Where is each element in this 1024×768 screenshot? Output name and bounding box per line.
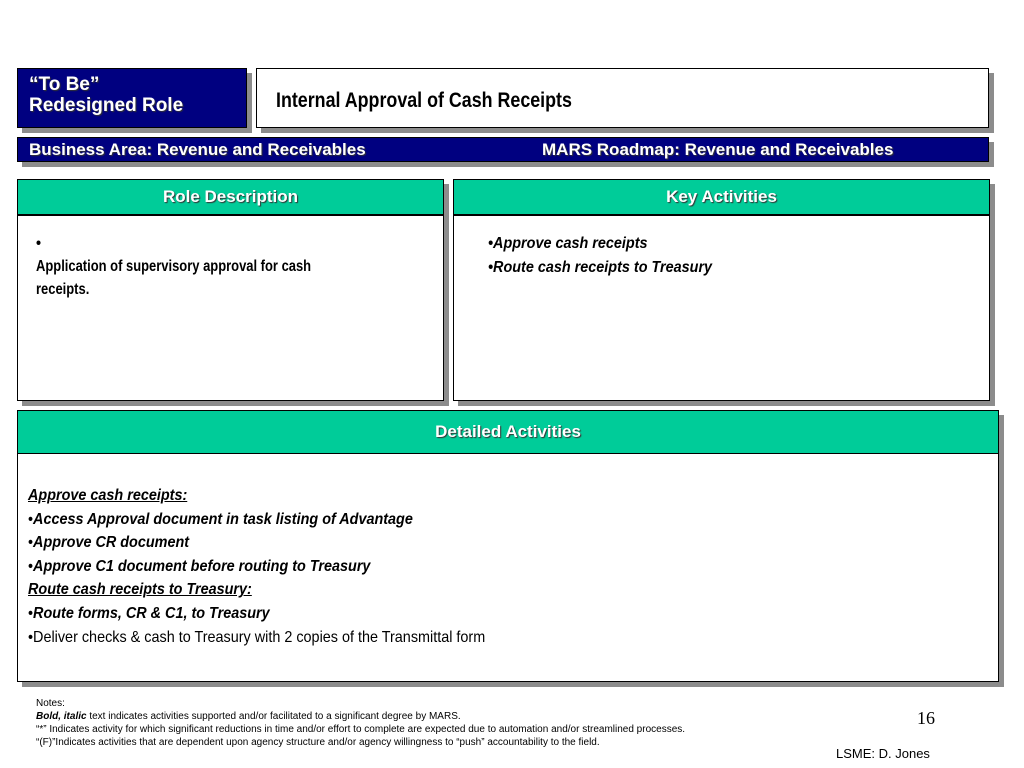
role-description-heading: Role Description bbox=[17, 179, 444, 215]
key-activity-item: •Route cash receipts to Treasury bbox=[488, 259, 713, 276]
role-description-text: Application of supervisory approval for cash receipts. bbox=[36, 258, 312, 298]
detail-item-text: Access Approval document in task listing of Advantage bbox=[33, 510, 413, 528]
notes-line: “(F)”Indicates activities that are dependent upon agency structure and/or agency willingness to “push” accountability to the field. bbox=[36, 737, 600, 748]
key-activity-text: Route cash receipts to Treasury bbox=[493, 259, 713, 276]
detail-item: •Access Approval document in task listing of Advantage bbox=[28, 510, 413, 528]
detail-item: •Deliver checks & cash to Treasury with 2 copies of the Transmittal form bbox=[28, 628, 486, 646]
detail-item-text: Approve C1 document before routing to Treasury bbox=[33, 557, 371, 575]
notes-line bbox=[36, 710, 685, 723]
detail-item: •Approve CR document bbox=[28, 534, 190, 552]
business-area-bar bbox=[17, 137, 989, 162]
detail-item: •Route forms, CR & C1, to Treasury bbox=[28, 604, 270, 622]
notes-bold-italic-term: Bold, italic bbox=[36, 711, 87, 722]
detail-item: •Approve C1 document before routing to Treasury bbox=[28, 557, 371, 575]
detail-section-title: Route cash receipts to Treasury: bbox=[28, 581, 252, 599]
detail-item-text: Route forms, CR & C1, to Treasury bbox=[33, 604, 270, 622]
notes-line: “*” Indicates activity for which significant reductions in time and/or effort to complete are expected due to automation and/or streamlined processes. bbox=[36, 724, 686, 735]
key-activity-text: Approve cash receipts bbox=[493, 235, 648, 252]
notes-label: Notes: bbox=[36, 698, 65, 709]
role-label-box bbox=[17, 68, 247, 128]
detail-item-text: Deliver checks & cash to Treasury with 2 copies of the Transmittal form bbox=[33, 628, 486, 646]
notes-block bbox=[36, 697, 685, 749]
notes-line-text: text indicates activities supported and/or facilitated to a significant degree by MARS. bbox=[86, 711, 461, 722]
business-area-label: Business Area: Revenue and Receivables bbox=[29, 140, 366, 159]
detail-item-text: Approve CR document bbox=[33, 534, 190, 552]
role-description-panel bbox=[17, 215, 444, 401]
mars-roadmap-label: MARS Roadmap: Revenue and Receivables bbox=[542, 140, 894, 159]
author-credit: LSME: D. Jones bbox=[836, 746, 930, 761]
key-activities-panel bbox=[453, 215, 990, 401]
key-activities-heading: Key Activities bbox=[453, 179, 990, 215]
page-title: Internal Approval of Cash Receipts bbox=[276, 89, 572, 112]
detailed-activities-heading: Detailed Activities bbox=[17, 410, 999, 454]
key-activity-item: •Approve cash receipts bbox=[488, 235, 648, 252]
role-line-1: “To Be” bbox=[29, 74, 100, 95]
detail-section-title: Approve cash receipts: bbox=[28, 487, 188, 504]
role-description-item: •Application of supervisory approval for cash receipts. bbox=[36, 232, 342, 301]
role-line-2: Redesigned Role bbox=[29, 95, 184, 116]
page-number: 16 bbox=[917, 708, 935, 728]
detailed-activities-panel bbox=[17, 453, 999, 682]
page-title-box bbox=[256, 68, 989, 128]
